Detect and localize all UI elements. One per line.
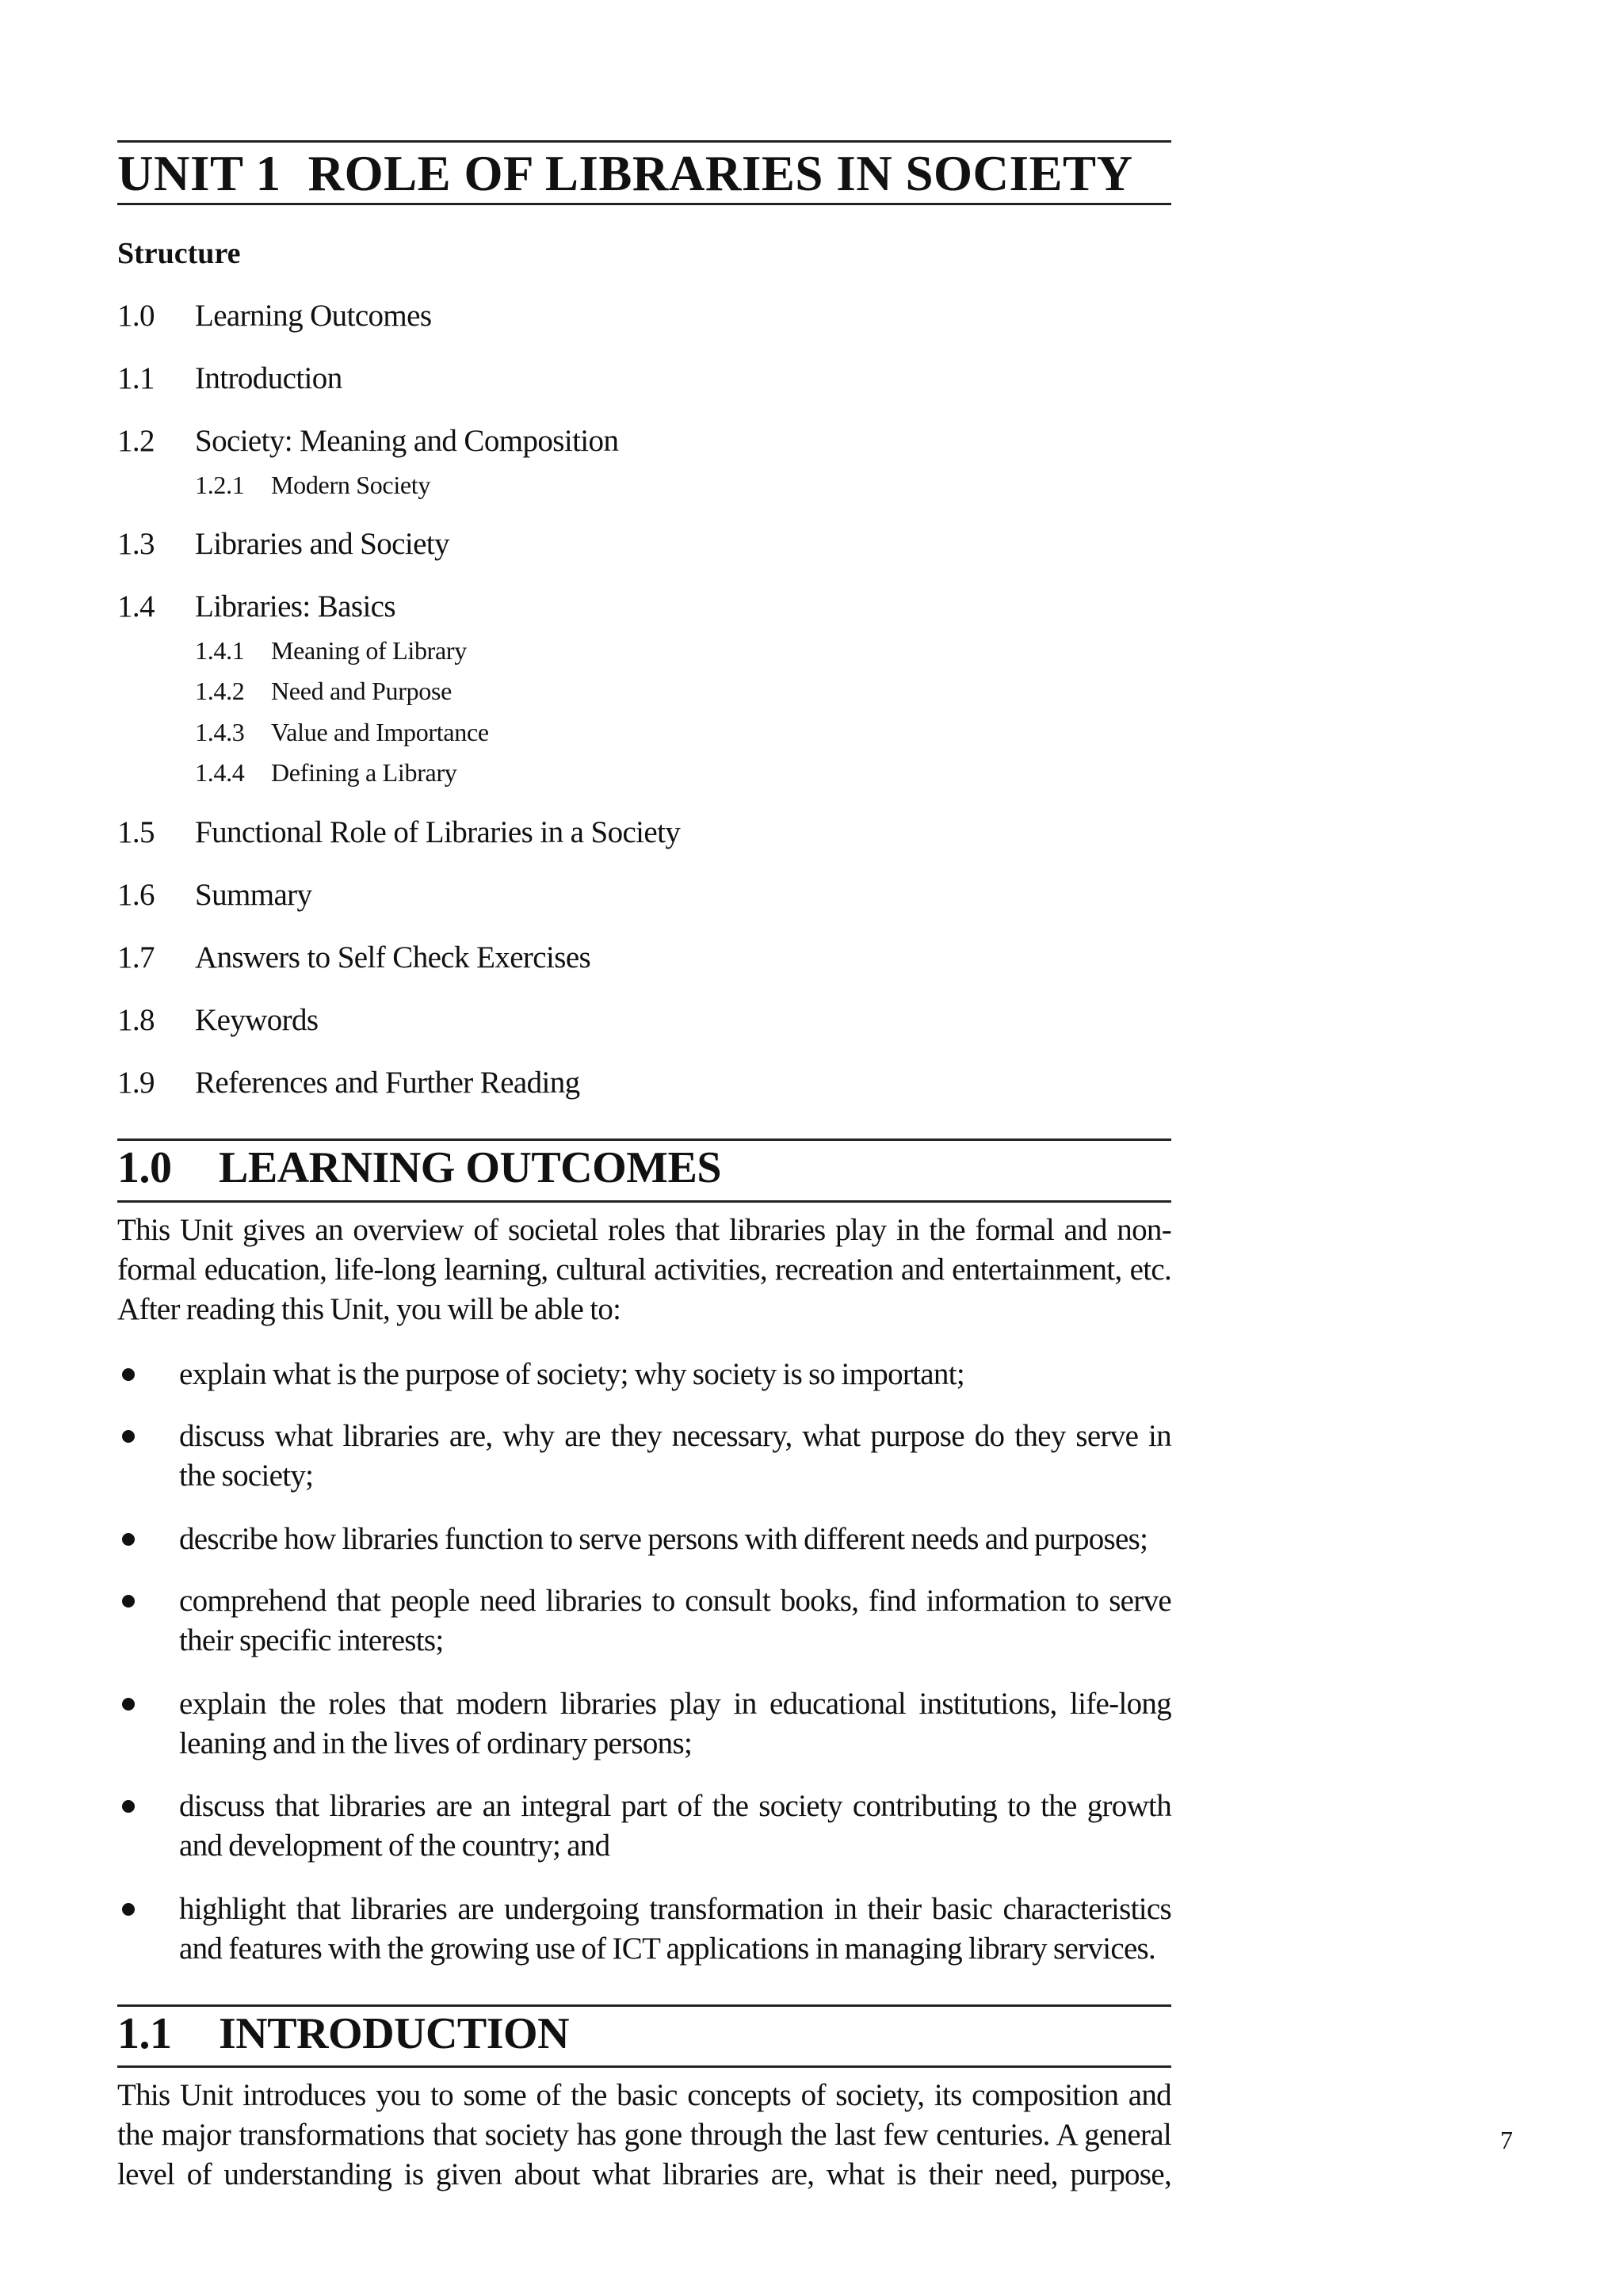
structure-label: Structure — [117, 237, 241, 270]
bullet-text: their specific interests; — [179, 1623, 444, 1657]
bullet-dot-icon — [122, 1698, 135, 1711]
section-bottom-rule — [117, 2065, 1171, 2068]
toc-subitem — [195, 718, 489, 747]
bullet-text: highlight that libraries are undergoing transformation in their basic characteristics — [179, 1892, 1171, 1926]
bullet-text: the society; — [179, 1459, 314, 1493]
toc-label: Defining a Library — [271, 758, 457, 787]
toc-label: Keywords — [195, 1003, 319, 1037]
section-top-rule — [117, 1138, 1171, 1141]
introduction-paragraph — [117, 2076, 1171, 2195]
paragraph-line: After reading this Unit, you will be able to: — [117, 1292, 621, 1326]
section-number: 1.1 — [117, 2009, 172, 2058]
section-heading-learning-outcomes — [117, 1142, 721, 1193]
section-bottom-rule — [117, 1200, 1171, 1203]
toc-number: 1.4 — [117, 589, 155, 624]
bullet-dot-icon — [122, 1595, 135, 1608]
bullet-text: discuss that libraries are an integral part of the society contributing to the growth — [179, 1789, 1171, 1823]
toc-item — [117, 940, 590, 975]
toc-label: References and Further Reading — [195, 1066, 580, 1100]
unit-title-text: ROLE OF LIBRARIES IN SOCIETY — [307, 146, 1133, 201]
toc-number: 1.0 — [117, 299, 155, 333]
toc-item — [117, 360, 342, 396]
toc-number: 1.9 — [117, 1066, 155, 1100]
toc-label: Functional Role of Libraries in a Society — [195, 815, 681, 849]
toc-label: Answers to Self Check Exercises — [195, 940, 591, 974]
toc-item — [117, 298, 431, 334]
section-heading-introduction — [117, 2008, 569, 2059]
toc-number: 1.1 — [117, 361, 155, 395]
toc-subitem — [195, 471, 430, 500]
toc-item — [117, 814, 680, 850]
paragraph-line: the major transformations that society has gone through the last few centuries. A general — [117, 2118, 1171, 2152]
toc-label: Learning Outcomes — [195, 299, 432, 333]
toc-item — [117, 423, 618, 459]
section-top-rule — [117, 2004, 1171, 2007]
toc-item — [117, 526, 449, 562]
toc-label: Society: Meaning and Composition — [195, 424, 619, 458]
bullet-dot-icon — [122, 1430, 135, 1443]
toc-number: 1.4.1 — [195, 636, 245, 665]
toc-item — [117, 877, 311, 913]
bullet-text: explain what is the purpose of society; why society is so important; — [179, 1357, 964, 1391]
section-title: LEARNING OUTCOMES — [219, 1143, 722, 1192]
toc-item — [117, 1002, 319, 1038]
bullet-text: discuss what libraries are, why are they necessary, what purpose do they serve in — [179, 1419, 1171, 1453]
toc-subitem — [195, 636, 467, 666]
page-number: 7 — [1500, 2126, 1513, 2154]
toc-label: Need and Purpose — [271, 677, 453, 705]
toc-item — [117, 1065, 580, 1100]
bullet-text: leaning and in the lives of ordinary persons; — [179, 1726, 693, 1760]
toc-number: 1.2 — [117, 424, 155, 458]
toc-number: 1.7 — [117, 940, 155, 974]
bullet-text: explain the roles that modern libraries play in educational institutions, life-long — [179, 1687, 1171, 1721]
toc-number: 1.4.3 — [195, 718, 245, 746]
learning-outcomes-intro — [117, 1211, 1171, 1329]
unit-number: UNIT 1 — [117, 146, 281, 201]
bullet-text: describe how libraries function to serve persons with different needs and purposes; — [179, 1522, 1148, 1556]
title-top-rule — [117, 140, 1171, 143]
paragraph-line: This Unit gives an overview of societal roles that libraries play in the formal and non- — [117, 1213, 1171, 1247]
bullet-dot-icon — [122, 1800, 135, 1813]
section-number: 1.0 — [117, 1143, 172, 1192]
bullet-text: comprehend that people need libraries to consult books, find information to serve — [179, 1584, 1171, 1618]
bullet-dot-icon — [122, 1533, 135, 1546]
toc-label: Introduction — [195, 361, 342, 395]
toc-number: 1.6 — [117, 878, 155, 912]
title-bottom-rule — [117, 203, 1171, 205]
toc-label: Libraries and Society — [195, 527, 449, 561]
bullet-text: and development of the country; and — [179, 1829, 610, 1863]
unit-title — [117, 145, 1133, 203]
bullet-text: and features with the growing use of ICT applications in managing library services. — [179, 1932, 1156, 1966]
paragraph-line: level of understanding is given about what libraries are, what is their need, purpose, — [117, 2157, 1171, 2191]
toc-subitem — [195, 677, 452, 706]
toc-label: Summary — [195, 878, 312, 912]
bullet-dot-icon — [122, 1368, 135, 1381]
toc-subitem — [195, 758, 457, 788]
toc-label: Modern Society — [271, 471, 431, 499]
paragraph-line: This Unit introduces you to some of the basic concepts of society, its composition and — [117, 2078, 1171, 2112]
toc-number: 1.4.4 — [195, 758, 245, 787]
toc-number: 1.4.2 — [195, 677, 245, 705]
toc-number: 1.8 — [117, 1003, 155, 1037]
toc-label: Value and Importance — [271, 718, 489, 746]
toc-label: Meaning of Library — [271, 636, 467, 665]
bullet-dot-icon — [122, 1903, 135, 1916]
toc-label: Libraries: Basics — [195, 589, 395, 624]
section-title: INTRODUCTION — [219, 2009, 570, 2058]
toc-number: 1.5 — [117, 815, 155, 849]
toc-number: 1.3 — [117, 527, 155, 561]
toc-item — [117, 589, 395, 624]
toc-number: 1.2.1 — [195, 471, 245, 499]
paragraph-line: formal education, life-long learning, cultural activities, recreation and entertainment, etc. — [117, 1253, 1171, 1287]
